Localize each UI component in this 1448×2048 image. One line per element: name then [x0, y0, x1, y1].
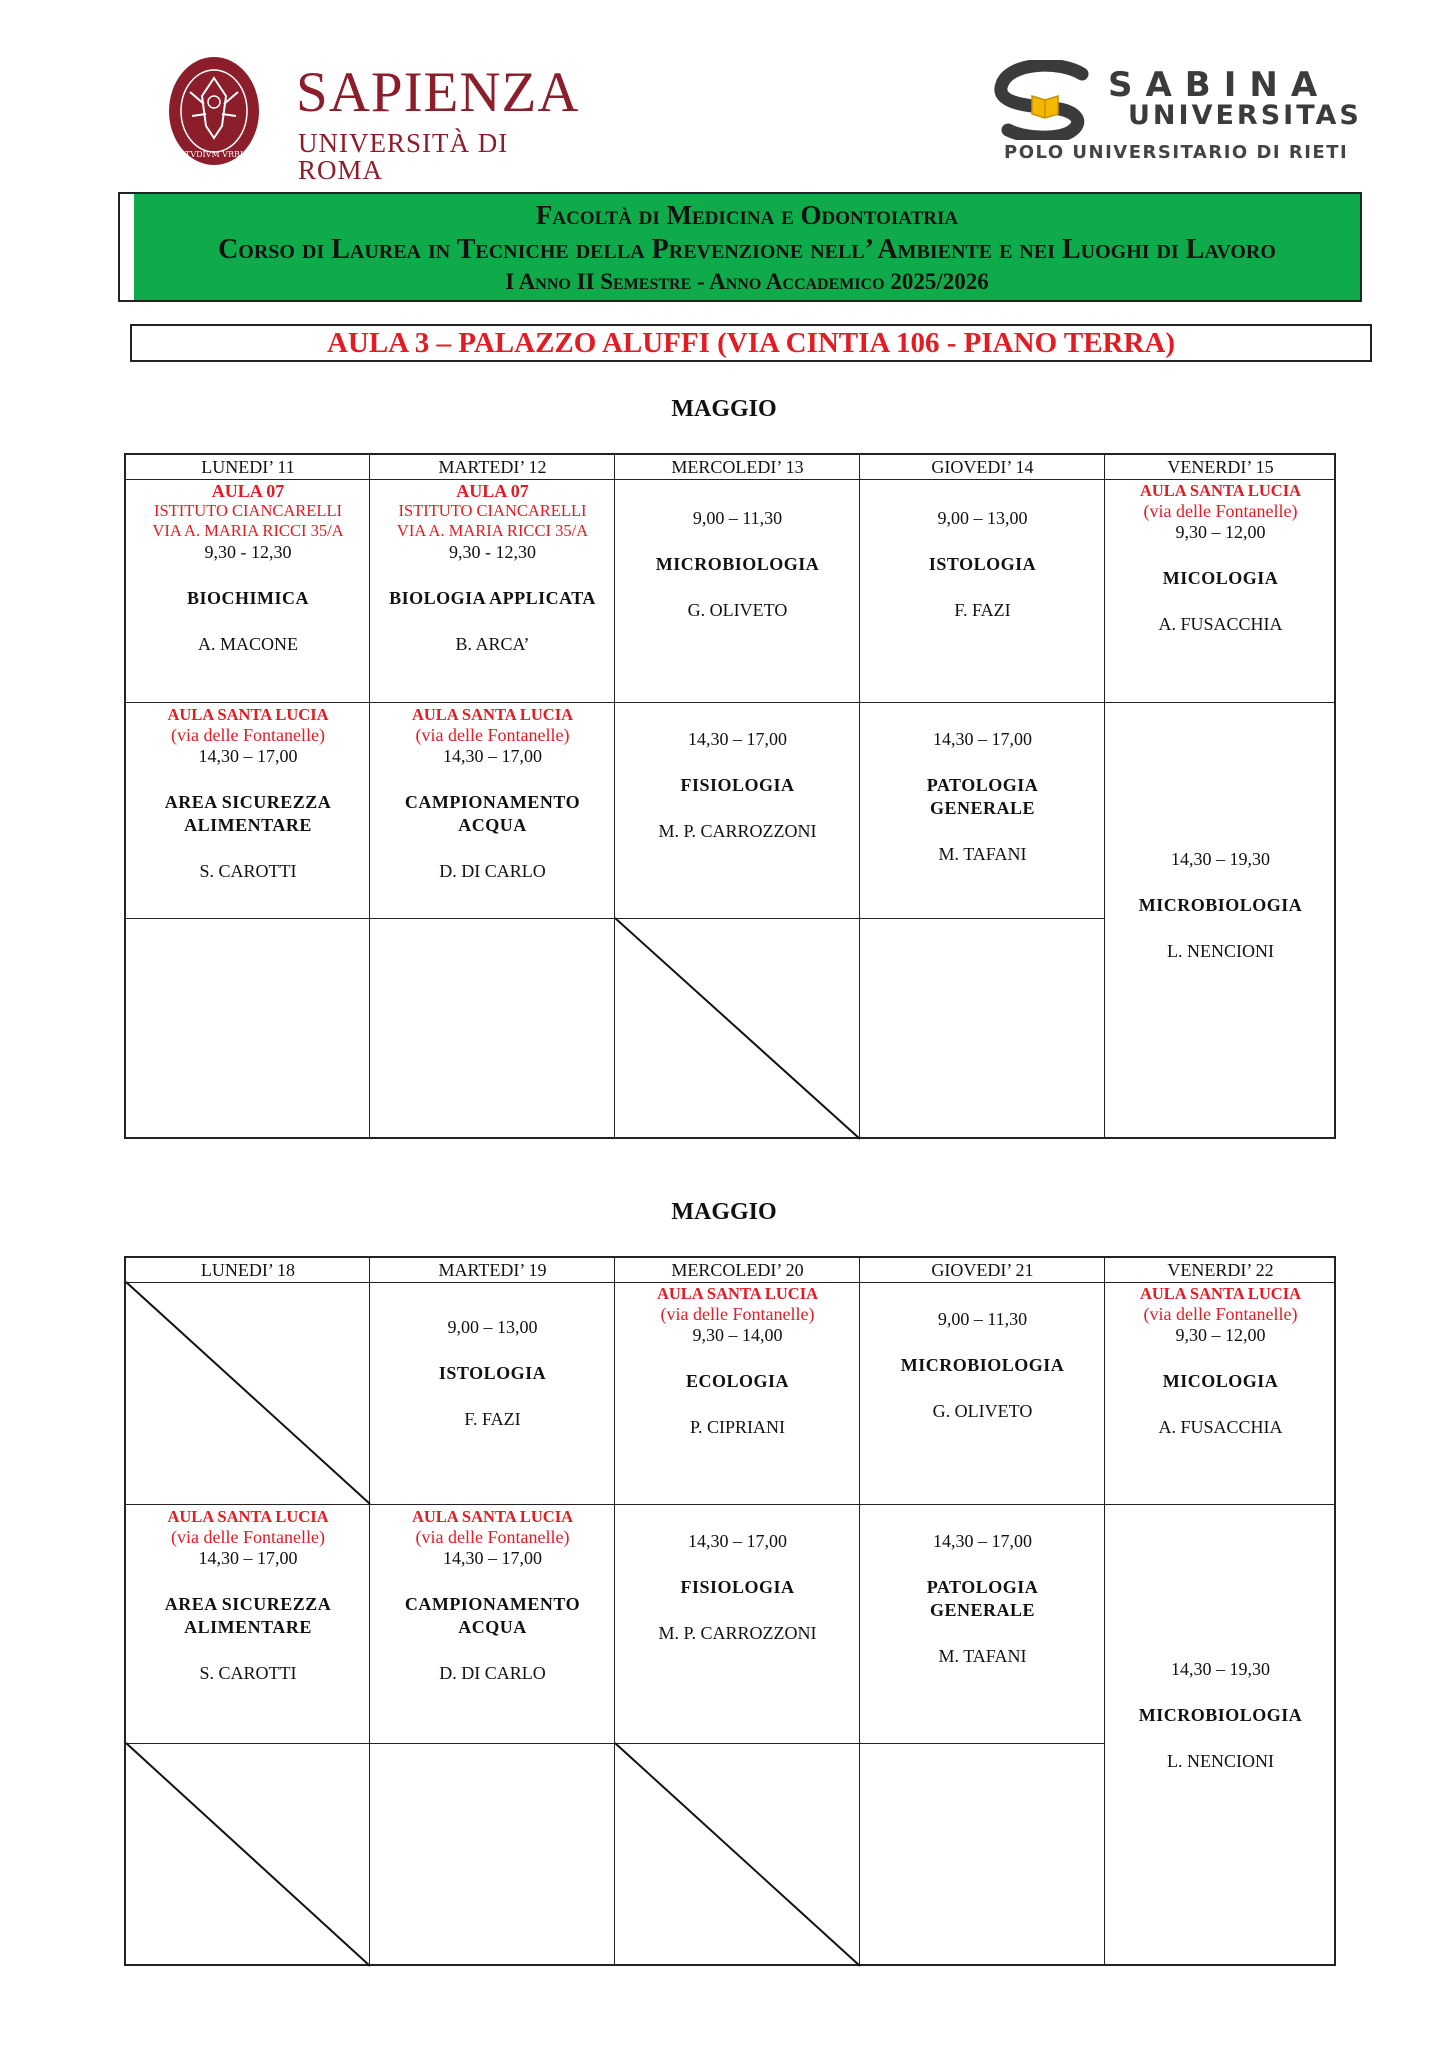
lesson-teacher: B. ARCA’: [455, 634, 530, 654]
sabina-subtitle: UNIVERSITAS: [1128, 100, 1362, 131]
lesson-time: 14,30 – 17,00: [688, 1531, 787, 1551]
week2-day-4: GIOVEDI’ 21: [931, 1260, 1034, 1280]
lesson-time: 14,30 – 17,00: [933, 729, 1032, 749]
location-label: (via delle Fontanelle): [415, 725, 570, 745]
lesson-subject: ISTOLOGIA: [438, 1363, 547, 1383]
lesson-subject: MICOLOGIA: [1162, 568, 1279, 588]
location-label: AULA SANTA LUCIA: [167, 1507, 329, 1526]
week1-thu-afternoon: [860, 728, 1105, 866]
location-label: VIA A. MARIA RICCI 35/A: [396, 521, 589, 540]
week1-day-4: GIOVEDI’ 14: [931, 457, 1034, 477]
lesson-time: 14,30 – 17,00: [198, 746, 298, 766]
lesson-teacher: M. P. CARROZZONI: [658, 821, 817, 841]
lesson-time: 9,30 - 12,30: [449, 542, 536, 562]
lesson-subject: AREA SICUREZZA: [164, 1594, 332, 1614]
week1-mon-afternoon: [126, 705, 370, 883]
lesson-teacher: M. TAFANI: [938, 1646, 1027, 1666]
lesson-time: 9,00 – 11,30: [692, 508, 783, 528]
location-label: ISTITUTO CIANCARELLI: [398, 501, 587, 520]
lesson-teacher: M. P. CARROZZONI: [658, 1623, 817, 1643]
room-title: AULA 3 – PALAZZO ALUFFI (VIA CINTIA 106 - PIANO TERRA): [130, 324, 1372, 362]
lesson-teacher: L. NENCIONI: [1167, 941, 1274, 961]
academic-year: I Anno II Semestre - Anno Accademico 2025/2026: [505, 269, 989, 294]
lesson-subject: PATOLOGIA: [926, 1577, 1039, 1597]
lesson-time: 14,30 – 19,30: [1171, 1659, 1270, 1679]
lesson-time: 14,30 – 19,30: [1171, 849, 1270, 869]
week2-wed-morning: [615, 1284, 860, 1439]
lesson-subject: MICROBIOLOGIA: [1138, 1705, 1303, 1725]
lesson-teacher: M. TAFANI: [938, 844, 1027, 864]
lesson-subject: GENERALE: [929, 1600, 1036, 1620]
location-label: AULA SANTA LUCIA: [656, 1284, 819, 1303]
sapienza-seal-text: STVDIVM VRBIS: [179, 150, 249, 159]
week2-tue-morning: [370, 1316, 615, 1431]
lesson-subject: ALIMENTARE: [184, 815, 312, 835]
grid-line: [126, 1504, 1105, 1505]
lesson-subject: CAMPIONAMENTO: [404, 1594, 581, 1614]
week1-tue-afternoon: [370, 705, 615, 883]
lesson-teacher: G. OLIVETO: [687, 600, 788, 620]
week1-wed-morning: [615, 507, 860, 622]
week2-wed-afternoon: [615, 1530, 860, 1645]
week1-day-3: MERCOLEDI’ 13: [671, 457, 804, 477]
lesson-time: 14,30 – 17,00: [443, 746, 542, 766]
sapienza-subtitle: UNIVERSITÀ DI ROMA: [298, 128, 509, 185]
lesson-teacher: L. NENCIONI: [1167, 1751, 1274, 1771]
location-label: AULA 07: [211, 481, 285, 501]
sapienza-name: SAPIENZA: [296, 61, 580, 124]
week2-day-5: VENERDI’ 22: [1167, 1260, 1274, 1280]
lesson-time: 14,30 – 17,00: [688, 729, 787, 749]
lesson-teacher: F. FAZI: [464, 1409, 521, 1429]
week1-day-1: LUNEDI’ 11: [201, 457, 295, 477]
lesson-teacher: A. FUSACCHIA: [1158, 614, 1283, 634]
week1-fri-afternoon: [1105, 848, 1336, 963]
week2-fri-morning: [1105, 1284, 1336, 1439]
location-label: VIA A. MARIA RICCI 35/A: [152, 521, 344, 540]
faculty-name: Facoltà di Medicina e Odontoiatria: [535, 200, 959, 230]
week2-day-3: MERCOLEDI’ 20: [671, 1260, 804, 1280]
week2-timetable: [124, 1256, 1336, 1966]
lesson-time: 9,00 – 11,30: [937, 1309, 1028, 1329]
location-label: (via delle Fontanelle): [1143, 501, 1298, 521]
week2-mon-afternoon: [126, 1507, 370, 1685]
course-name: Corso di Laurea in Tecniche della Prevenzione nell’ Ambiente e nei Luoghi di Lavoro: [218, 234, 1276, 265]
week2-empty-slot-diagonal: [615, 1743, 860, 1966]
lesson-subject: FISIOLOGIA: [680, 1577, 795, 1597]
location-label: (via delle Fontanelle): [171, 725, 325, 745]
location-label: (via delle Fontanelle): [171, 1527, 325, 1547]
lesson-teacher: P. CIPRIANI: [689, 1417, 786, 1437]
week1-fri-morning: [1105, 481, 1336, 636]
week2-thu-afternoon: [860, 1530, 1105, 1668]
week2-empty-slot-diagonal: [126, 1743, 370, 1966]
lesson-subject: BIOLOGIA APPLICATA: [389, 588, 596, 608]
lesson-time: 14,30 – 17,00: [198, 1548, 298, 1568]
week2-day-2: MARTEDI’ 19: [438, 1260, 547, 1280]
location-label: AULA 07: [456, 481, 529, 501]
week1-wed-afternoon: [615, 728, 860, 843]
sapienza-logo: [168, 56, 580, 185]
week2-grid: [124, 1256, 1336, 1966]
lesson-subject: MICROBIOLOGIA: [900, 1355, 1065, 1375]
week2-header-row: [126, 1258, 1334, 1283]
week1-empty-slot-diagonal: [615, 918, 860, 1139]
lesson-teacher: D. DI CARLO: [439, 861, 546, 881]
lesson-subject: ISTOLOGIA: [928, 554, 1037, 574]
week2-tue-afternoon: [370, 1507, 615, 1685]
lesson-teacher: A. MACONE: [197, 634, 298, 654]
sabina-book-icon: [990, 60, 1100, 140]
sabina-polo: POLO UNIVERSITARIO DI RIETI: [1004, 142, 1349, 163]
lesson-time: 14,30 – 17,00: [443, 1548, 542, 1568]
week2-day-1: LUNEDI’ 18: [200, 1260, 296, 1280]
lesson-time: 9,30 - 12,30: [204, 542, 292, 562]
grid-line: [1105, 1504, 1336, 1505]
sabina-name: SABINA: [1108, 65, 1331, 105]
lesson-subject: GENERALE: [929, 798, 1036, 818]
lesson-subject: ECOLOGIA: [685, 1371, 790, 1391]
location-label: AULA SANTA LUCIA: [1139, 1284, 1302, 1303]
lesson-subject: FISIOLOGIA: [680, 775, 795, 795]
lesson-subject: MICOLOGIA: [1162, 1371, 1279, 1391]
lesson-subject: CAMPIONAMENTO: [404, 792, 581, 812]
grid-line: [126, 702, 1105, 703]
lesson-time: 9,30 – 14,00: [692, 1325, 783, 1345]
location-label: (via delle Fontanelle): [1143, 1304, 1298, 1324]
location-label: AULA SANTA LUCIA: [1139, 481, 1302, 500]
lesson-subject: MICROBIOLOGIA: [655, 554, 820, 574]
lesson-teacher: F. FAZI: [954, 600, 1011, 620]
lesson-subject: MICROBIOLOGIA: [1138, 895, 1303, 915]
week1-day-5: VENERDI’ 15: [1167, 457, 1274, 477]
lesson-teacher: S. CAROTTI: [199, 861, 297, 881]
grid-line: [1105, 702, 1336, 703]
week2-fri-afternoon: [1105, 1658, 1336, 1773]
lesson-teacher: A. FUSACCHIA: [1158, 1417, 1283, 1437]
week2-empty-slot-diagonal: [126, 1282, 370, 1504]
week1-grid: [124, 453, 1336, 1139]
week1-mon-morning: [126, 481, 370, 656]
lesson-time: 9,30 – 12,00: [1175, 1325, 1266, 1345]
lesson-time: 14,30 – 17,00: [933, 1531, 1032, 1551]
lesson-subject: BIOCHIMICA: [186, 588, 309, 608]
location-label: AULA SANTA LUCIA: [167, 705, 329, 724]
week1-timetable: [124, 453, 1336, 1139]
location-label: ISTITUTO CIANCARELLI: [153, 501, 343, 520]
week1-day-2: MARTEDI’ 12: [438, 457, 547, 477]
lesson-subject: ACQUA: [458, 815, 527, 835]
lesson-time: 9,00 – 13,00: [937, 508, 1028, 528]
week1-month: MAGGIO: [671, 396, 777, 422]
location-label: (via delle Fontanelle): [415, 1527, 570, 1547]
week2-thu-morning: [860, 1308, 1105, 1423]
lesson-teacher: G. OLIVETO: [932, 1401, 1033, 1421]
week1-thu-morning: [860, 507, 1105, 622]
lesson-teacher: S. CAROTTI: [199, 1663, 297, 1683]
week2-month: MAGGIO: [671, 1199, 777, 1225]
lesson-subject: AREA SICUREZZA: [164, 792, 332, 812]
location-label: AULA SANTA LUCIA: [411, 1507, 574, 1526]
lesson-time: 9,30 – 12,00: [1175, 522, 1266, 542]
lesson-subject: ACQUA: [458, 1617, 527, 1637]
location-label: (via delle Fontanelle): [660, 1304, 815, 1324]
location-label: AULA SANTA LUCIA: [411, 705, 574, 724]
lesson-time: 9,00 – 13,00: [447, 1317, 538, 1337]
sabina-logo: [990, 58, 1362, 168]
week1-tue-morning: [370, 481, 615, 656]
week1-header-row: [126, 455, 1334, 480]
sapienza-seal-icon: [168, 56, 260, 166]
lesson-subject: PATOLOGIA: [926, 775, 1039, 795]
lesson-subject: ALIMENTARE: [184, 1617, 312, 1637]
lesson-teacher: D. DI CARLO: [439, 1663, 546, 1683]
